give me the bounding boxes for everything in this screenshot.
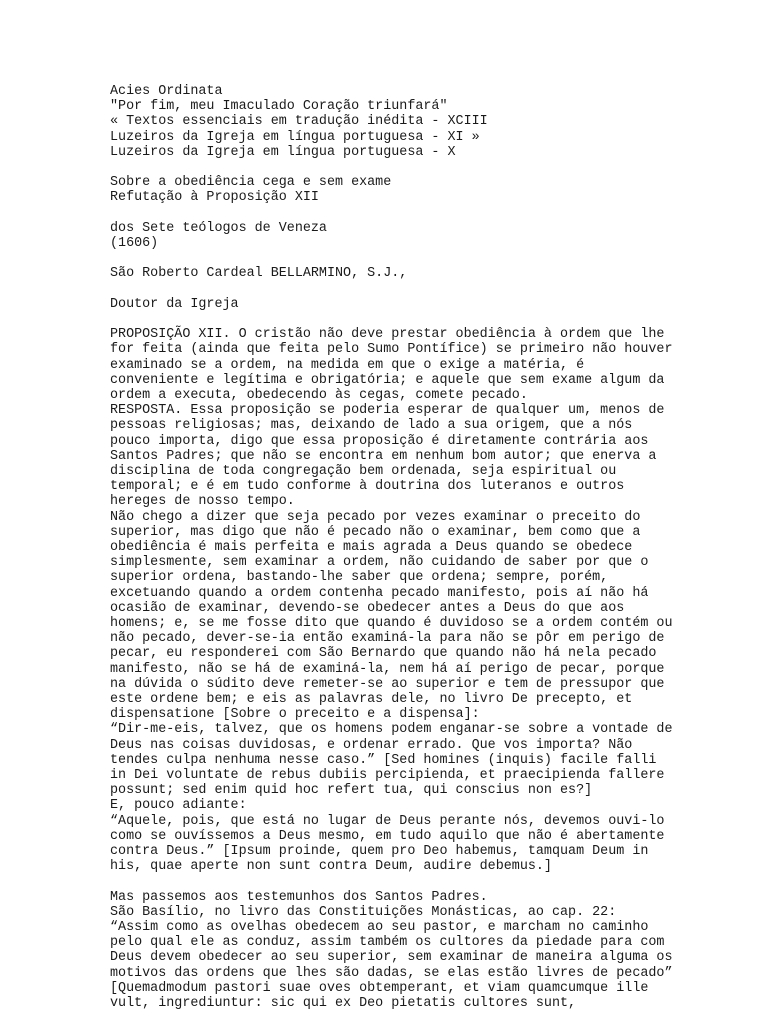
text-line: pelo qual ele as conduz, assim também os cultores da piedade para com [110,935,665,951]
document-text [110,84,760,1026]
document-author [110,266,760,281]
author-name: São Roberto Cardeal BELLARMINO, S.J., [110,266,408,282]
text-line: “Assim como as ovelhas obedecem ao seu pastor, e marcham no caminho [110,920,649,936]
text-line: dos Sete teólogos de Veneza [110,220,327,236]
text-line: como se ouvíssemos a Deus mesmo, em tudo aquilo que não é abertamente [110,828,665,844]
text-line: São Basílio, no livro das Constituições Monásticas, ao cap. 22: [110,904,617,920]
text-line: RESPOSTA. Essa proposição se poderia esperar de qualquer um, menos de [110,403,665,419]
text-line: “Aquele, pois, que está no lugar de Deus perante nós, devemos ouvi-lo [110,813,665,829]
text-line: dispensatione [Sobre o preceito e a dispensa]: [110,707,480,723]
text-line: temporal; e é em tudo conforme à doutrina dos luteranos e outros [110,479,625,495]
text-line: superior, mas digo que não é pecado não o examinar, bem como que a [110,524,641,540]
text-line: Mas passemos aos testemunhos dos Santos Padres. [110,889,488,905]
text-line: disciplina de toda congregação bem ordenada, seja espiritual ou [110,464,617,479]
text-line: Sobre a obediência cega e sem exame [110,175,392,191]
text-line: [Quemadmodum pastori suae oves obtemperant, et viam quamcumque ille [110,980,649,996]
text-line: pessoas religiosas; mas, deixando de lado a sua origem, que a nós [110,418,633,434]
text-line: possunt; sed enim quid hoc refert tua, qui conscius non es?] [110,783,593,799]
document-origin [110,221,760,251]
document-header [110,84,760,160]
text-line: ordem a executa, obedecendo às cegas, comete pecado. [110,387,528,403]
text-line: Luzeiros da Igreja em língua portuguesa - XI » [110,129,480,145]
document-subject [110,175,760,205]
text-line: « Textos essenciais em tradução inédita - XCIII [110,114,488,130]
text-line: Luzeiros da Igreja em língua portuguesa - X [110,144,456,160]
text-line: tendes culpa nenhuma nesse caso.” [Sed homines (inquis) facile falli [110,752,657,768]
document-body-part-1 [110,327,760,874]
text-line: Não chego a dizer que seja pecado por vezes examinar o preceito do [110,509,641,525]
text-line: simplesmente, sem examinar a ordem, não cuidando de saber por que o [110,555,649,571]
text-line: homens; e, se me fosse dito que quando é duvidoso se a ordem contém ou [110,616,673,632]
text-line: in Dei voluntate de rebus dubiis percipienda, et praecipienda fallere [110,768,665,784]
text-line: na dúvida o súdito deve remeter-se ao superior e tem de pressupor que [110,676,665,692]
text-line: Acies Ordinata [110,84,223,99]
text-line: for feita (ainda que feita pelo Sumo Pontífice) se primeiro não houver [110,342,673,358]
text-line: motivos das ordens que lhes são dadas, se elas estão livres de pecado” [110,965,673,981]
text-line: contra Deus.” [Ipsum proinde, quem pro Deo habemus, tamquam Deum in [110,844,649,860]
author-title: Doutor da Igreja [110,296,239,312]
text-line: Santos Padres; que não se encontra em nenhum bom autor; que enerva a [110,448,657,464]
text-line: conveniente e legítima e obrigatória; e aquele que sem exame algum da [110,372,665,388]
text-line: obediência é mais perfeita e mais agrada a Deus quando se obedece [110,540,633,556]
text-line: E, pouco adiante: [110,798,247,814]
document-author-title [110,297,760,312]
text-line: "Por fim, meu Imaculado Coração triunfará" [110,99,448,115]
text-line: examinado se a ordem, na medida em que o exige a matéria, é [110,357,585,373]
text-line: pouco importa, digo que essa proposição é diretamente contrária aos [110,433,649,449]
text-line: Deus devem obedecer ao seu superior, sem examinar de maneira alguma os [110,950,673,966]
text-line: excetuando quando a ordem contenha pecado manifesto, pois aí não há [110,585,649,601]
text-line: superior ordena, bastando-lhe saber que ordena; sempre, porém, [110,570,609,586]
text-line: não pecado, dever-se-ia então examiná-la para não se pôr em perigo de [110,631,665,647]
text-line: Refutação à Proposição XII [110,190,319,206]
text-line: hereges de nosso tempo. [110,494,295,510]
text-line: PROPOSIÇÃO XII. O cristão não deve prestar obediência à ordem que lhe [110,327,665,343]
text-line: este ordene bem; e eis as palavras dele, no livro De precepto, et [110,692,633,708]
text-line: “Dir-me-eis, talvez, que os homens podem enganar-se sobre a vontade de [110,722,673,738]
text-line: Deus nas coisas duvidosas, e ordenar errado. Que vos importa? Não [110,737,633,753]
text-line: vult, ingrediuntur: sic qui ex Deo pietatis cultores sunt, [110,996,577,1012]
text-line: his, quae aperte non sunt contra Deum, audire debemus.] [110,859,552,875]
text-line: ocasião de examinar, devendo-se obedecer antes a Deus do que aos [110,600,625,616]
text-line: manifesto, não se há de examiná-la, nem há aí perigo de pecar, porque [110,661,665,677]
document-body-part-2 [110,890,760,1012]
text-line: pecar, eu responderei com São Bernardo que quando não há nela pecado [110,646,657,662]
text-line: (1606) [110,236,159,251]
